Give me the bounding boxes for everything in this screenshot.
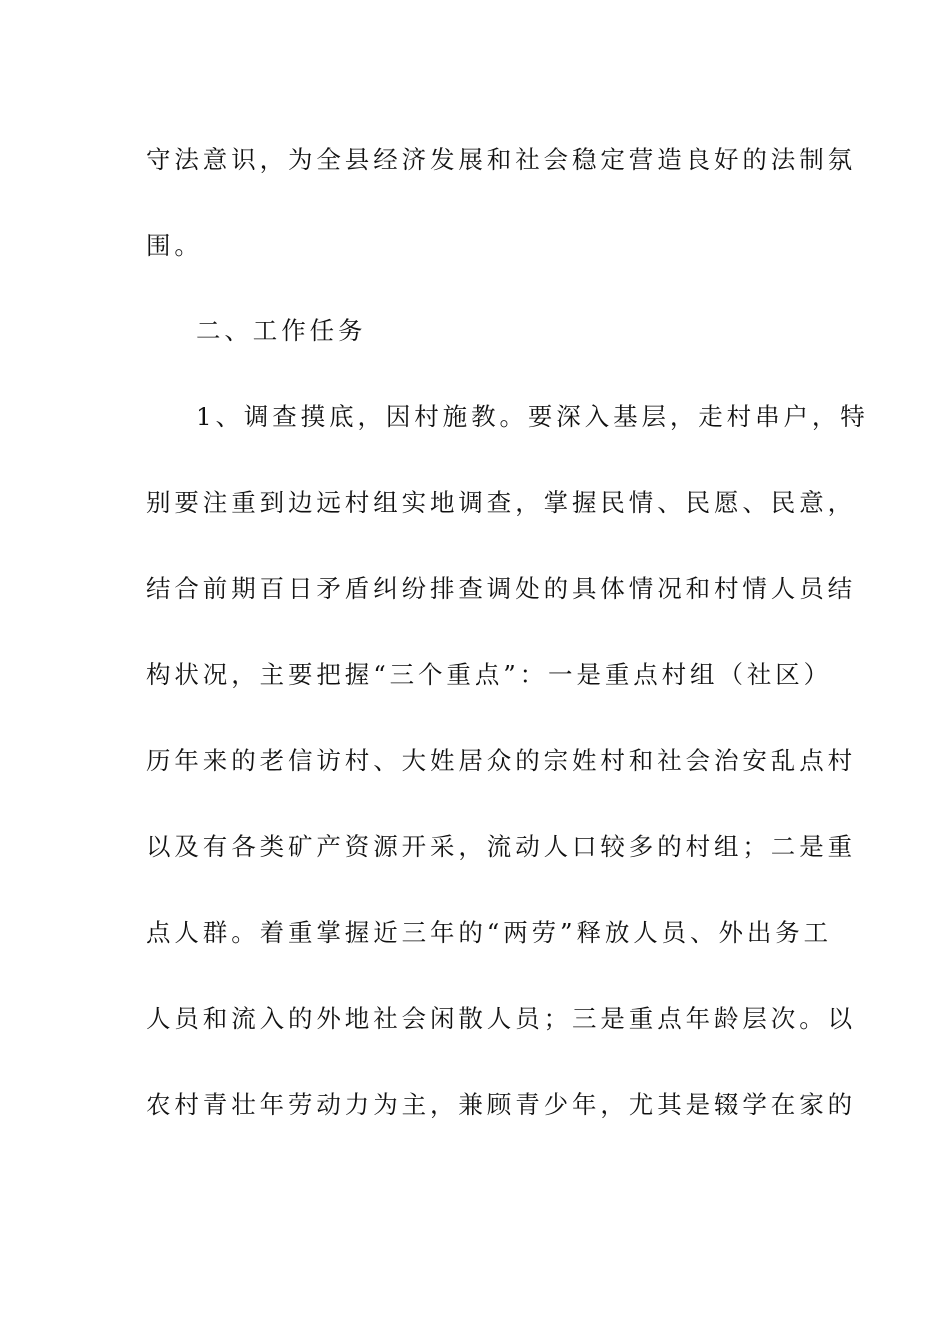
text-line: 人员和流入的外地社会闲散人员；三是重点年龄层次。以: [146, 1004, 856, 1033]
text-line: 1、调查摸底，因村施教。要深入基层，走村串户，特: [196, 402, 869, 431]
text-line: 以及有各类矿产资源开采，流动人口较多的村组；二是重: [146, 832, 856, 861]
text-line: 构状况，主要把握“三个重点”：一是重点村组（社区）: [146, 660, 833, 689]
text-line: 历年来的老信访村、大姓居众的宗姓村和社会治安乱点村: [146, 746, 856, 775]
text-line: 农村青壮年劳动力为主，兼顾青少年，尤其是辍学在家的: [146, 1090, 856, 1119]
text-line: 点人群。着重掌握近三年的“两劳”释放人员、外出务工: [146, 918, 833, 947]
section-heading: 二、工作任务: [196, 316, 367, 345]
text-line: 结合前期百日矛盾纠纷排查调处的具体情况和村情人员结: [146, 574, 856, 603]
text-line: 守法意识，为全县经济发展和社会稳定营造良好的法制氛: [146, 145, 856, 174]
text-line: 别要注重到边远村组实地调查，掌握民情、民愿、民意，: [146, 488, 856, 517]
text-line: 围。: [146, 231, 203, 260]
